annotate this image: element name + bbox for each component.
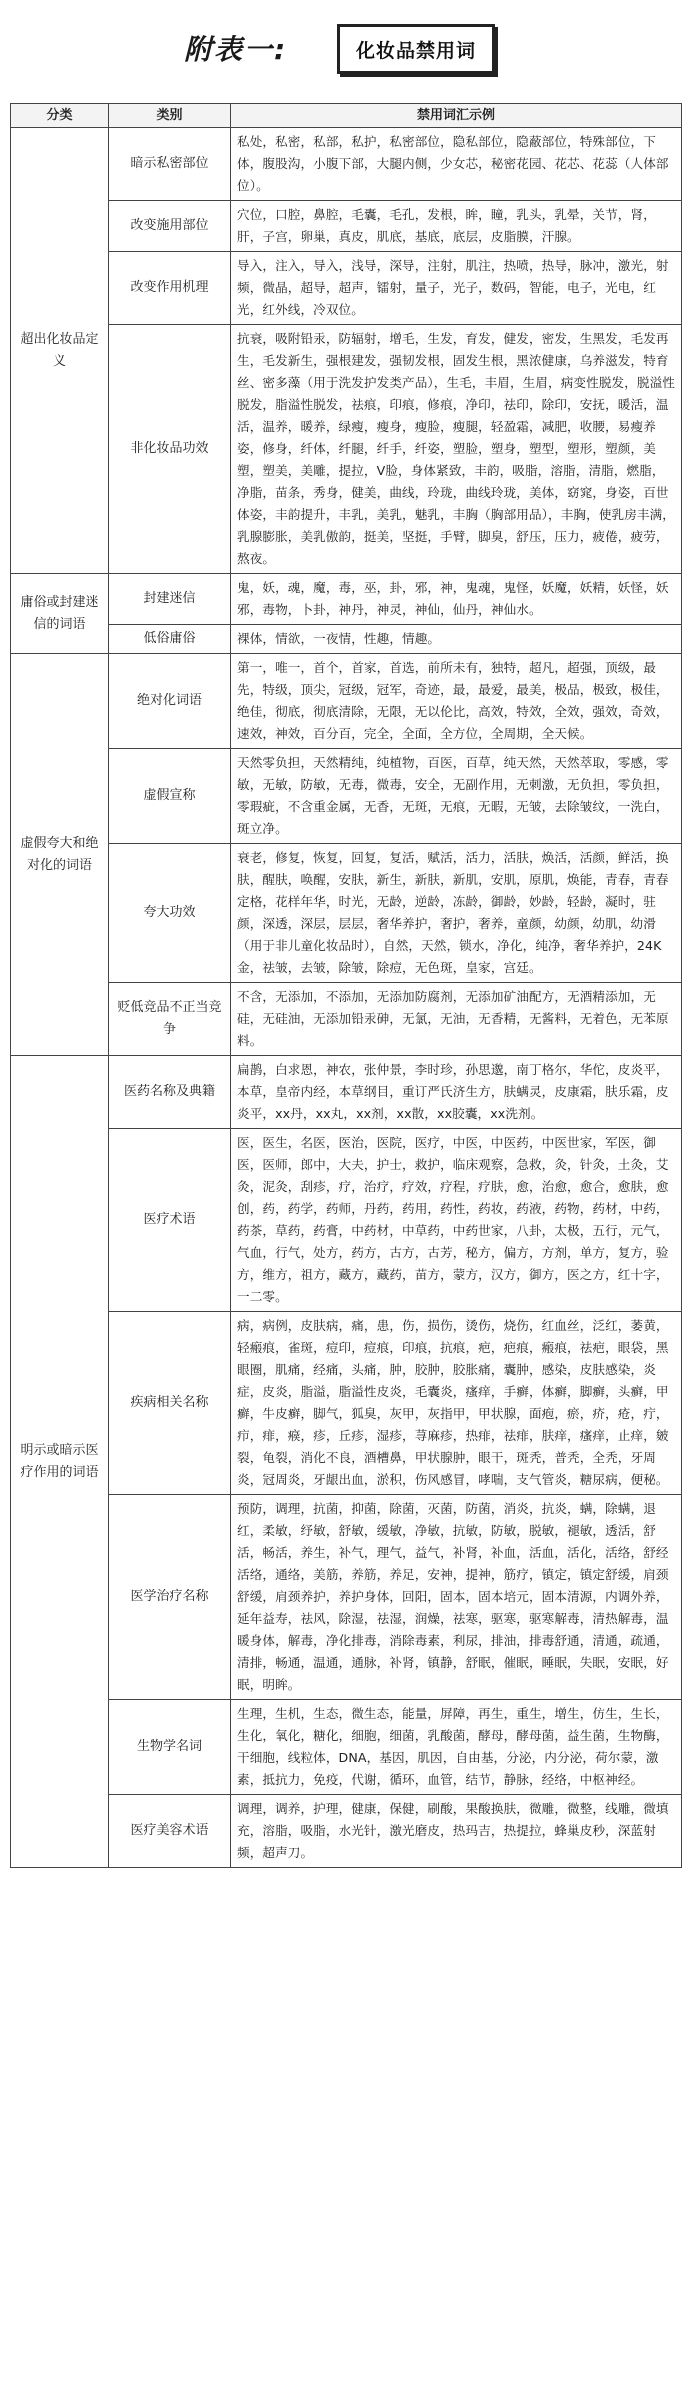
page-header [0, 0, 693, 100]
words-cell: 预防，调理，抗菌，抑菌，除菌，灭菌，防菌，消炎，抗炎，螨，除螨，退红，柔敏，纾敏，舒敏，缓敏，净敏，抗敏，防敏，脱敏，褪敏，透活，舒活，畅活，养生，补气，理气，益气，补肾，补血，活血，活化，活络，舒经活络，通络，美筋，养筋，养足，安神，提神，筋疗，镇定，镇定舒缓，肩颈舒缓，肩颈养护，养护身体，回阳，固本，固本培元，固本清源，内调外养，延年益寿，祛风，除湿，祛湿，润燥，祛寒，驱寒，驱寒解毒，清热解毒，温暖身体，解毒，净化排毒，消除毒素，利尿，排油，排毒舒通，清通，疏通，清排，畅通，温通，通脉，补肾，镇静，舒眠，催眠，睡眠，失眠，安眠，好眠，明眸。 [231, 1495, 682, 1700]
appendix-label: 附表一: [184, 33, 288, 66]
words-cell: 第一，唯一，首个，首家，首选，前所未有，独特，超凡，超强，顶级，最先，特级，顶尖，冠级，冠军，奇迹，最，最爱，最美，极品，极致，极佳，绝佳，彻底，彻底清除，无限，无以伦比，高效，特效，全效，强效，奇效，速效，神效，百分百，完全，全面，全方位，全周期，全天候。 [231, 654, 682, 749]
table-row [11, 574, 682, 625]
type-cell: 疾病相关名称 [109, 1312, 231, 1495]
column-header-category: 分类 [11, 104, 109, 128]
table-row [11, 983, 682, 1056]
type-cell: 改变施用部位 [109, 201, 231, 252]
page-title: 化妆品禁用词 [356, 39, 477, 62]
banned-words-table [10, 103, 682, 1868]
table-row [11, 325, 682, 574]
table-row [11, 1795, 682, 1868]
type-cell: 医学治疗名称 [109, 1495, 231, 1700]
table-row [11, 625, 682, 654]
words-cell: 天然零负担，天然精纯，纯植物，百医，百草，纯天然，天然萃取，零感，零敏，无敏，防敏，无毒，微毒，安全，无副作用，无刺激，无负担，零负担，零瑕疵，不含重金属，无香，无斑，无痕，无暇，无皱，去除皱纹，一洗白，斑立净。 [231, 749, 682, 844]
type-cell: 夸大功效 [109, 844, 231, 983]
type-cell: 绝对化词语 [109, 654, 231, 749]
type-cell: 改变作用机理 [109, 252, 231, 325]
column-header-examples: 禁用词汇示例 [231, 104, 682, 128]
words-cell: 调理，调养，护理，健康，保健，刷酸，果酸换肤，微雕，微整，线雕，微填充，溶脂，吸脂，水光针，激光磨皮，热玛吉，热提拉，蜂巢皮秒，深蓝射频，超声刀。 [231, 1795, 682, 1868]
type-cell: 医药名称及典籍 [109, 1056, 231, 1129]
type-cell: 低俗庸俗 [109, 625, 231, 654]
table-row [11, 749, 682, 844]
table-row [11, 1056, 682, 1129]
words-cell: 不含，无添加，不添加，无添加防腐剂，无添加矿油配方，无酒精添加，无硅，无硅油，无添加铅汞砷，无氯，无油，无香精，无酱料，无着色，无苯原料。 [231, 983, 682, 1056]
column-header-type: 类别 [109, 104, 231, 128]
words-cell: 衰老，修复，恢复，回复，复活，赋活，活力，活肤，焕活，活颜，鲜活，换肤，醒肤，唤醒，安肤，新生，新肤，新肌，安肌，原肌，焕能，青春，青春定格，花样年华，时光，无龄，逆龄，冻龄，御龄，妙龄，轻龄，凝时，驻颜，深透，深层，层层，奢华养护，奢护，奢养，童颜，幼颜，幼肌，幼滑（用于非儿童化妆品时），自然，天然，锁水，净化，纯净，奢华养护，24K金，祛皱，去皱，除皱，除痘，无色斑，皇家，宫廷。 [231, 844, 682, 983]
type-cell: 医疗术语 [109, 1129, 231, 1312]
table-row [11, 654, 682, 749]
category-cell: 明示或暗示医疗作用的词语 [11, 1056, 109, 1868]
category-cell: 庸俗或封建迷信的词语 [11, 574, 109, 654]
words-cell: 私处，私密，私部，私护，私密部位，隐私部位，隐蔽部位，特殊部位，下体，腹股沟，小腹下部，大腿内侧，少女芯，秘密花园、花芯、花蕊（人体部位）。 [231, 128, 682, 201]
table-row [11, 128, 682, 201]
words-cell: 导入，注入，导入，浅导，深导，注射，肌注，热喷，热导，脉冲，激光，射频，微晶，超导，超声，镭射，量子，光子，数码，智能，电子，光电，红光，红外线，冷双位。 [231, 252, 682, 325]
words-cell: 扁鹊，白求恩，神农，张仲景，李时珍，孙思邈，南丁格尔，华佗，皮炎平，本草，皇帝内经，本草纲目，重订严氏济生方，肤螨灵，皮康霜，肤乐霜，皮炎平，xx丹，xx丸，xx剂，xx散，xx胶囊，xx洗剂。 [231, 1056, 682, 1129]
type-cell: 非化妆品功效 [109, 325, 231, 574]
table-row [11, 201, 682, 252]
table-row [11, 1700, 682, 1795]
words-cell: 病，病例，皮肤病，痛，患，伤，损伤，烫伤，烧伤，红血丝，泛红，萎黄，轻瘢痕，雀斑，痘印，痘痕，印痕，抗痕，疤，疤痕，瘢痕，祛疤，眼袋，黑眼圈，肌痛，经痛，头痛，肿，胶肿，胶胀痛，囊肿，感染，皮肤感染，炎症，皮炎，脂溢，脂溢性皮炎，毛囊炎，瘙痒，手癣，体癣，脚癣，头癣，甲癣，牛皮癣，脚气，狐臭，灰甲，灰指甲，甲状腺，面疱，瘀，疥，疮，疔，疖，痱，瘊，疹，丘疹，湿疹，荨麻疹，热痱，祛痱，肤痒，瘙痒，止痒，皴裂，龟裂，消化不良，酒槽鼻，甲状腺肿，眼干，斑秃，普秃，全秃，牙周炎，冠周炎，牙龈出血，淤积，伤风感冒，哮喘，支气管炎，糖尿病，便秘。 [231, 1312, 682, 1495]
table-header-row [11, 104, 682, 128]
table-row [11, 1129, 682, 1312]
words-cell: 抗衰，吸附铅汞，防辐射，增毛，生发，育发，健发，密发，生黑发，毛发再生，毛发新生，强根建发，强韧发根，固发生根，黑浓健康，乌养滋发，特育丝、密多藻（用于洗发护发类产品），生毛，丰眉，生眉，病变性脱发，脱溢性脱发，脂溢性脱发，祛痕，印痕，修痕，净印，祛印，除印，安抚，暖活，温活，温养，暖养，绿瘦，瘦身，瘦脸，瘦腿，轻盈霜，减肥，收腰，易瘦养姿，修身，纤体，纤腿，纤手，纤姿，塑脸，塑身，塑型，塑形，塑颜，美塑，塑美，美雕，提拉，V脸，身体紧致，丰韵，吸脂，溶脂，清脂，燃脂，净脂，苗条，秀身，健美，曲线，玲珑，曲线玲珑，美体，窈窕，身姿，百世体姿，丰韵提升，丰乳，美乳，魅乳，丰胸（胸部用品），丰胸，使乳房丰满，乳腺膨胀，美乳傲韵，挺美，坚挺，手臂，脚臭，舒压，压力，疲倦，疲劳，熬夜。 [231, 325, 682, 574]
words-cell: 生理，生机，生态，微生态，能量，屏障，再生，重生，增生，仿生，生长，生化，氧化，糖化，细胞，细菌，乳酸菌，酵母，酵母菌，益生菌，生物酶，干细胞，线粒体，DNA，基因，肌因，自由基，分泌，内分泌，荷尔蒙，激素，抵抗力，免疫，代谢，循环，血管，结节，静脉，经络，中枢神经。 [231, 1700, 682, 1795]
table-row [11, 252, 682, 325]
type-cell: 贬低竞品不正当竞争 [109, 983, 231, 1056]
words-cell: 鬼，妖，魂，魔，毒，巫，卦，邪，神，鬼魂，鬼怪，妖魔，妖精，妖怪，妖邪，毒物，卜卦，神丹，神灵，神仙，仙丹，神仙水。 [231, 574, 682, 625]
title-badge [337, 24, 495, 74]
type-cell: 虚假宣称 [109, 749, 231, 844]
table-row [11, 1312, 682, 1495]
table-row [11, 844, 682, 983]
words-cell: 医，医生，名医，医治，医院，医疗，中医，中医药，中医世家，军医，御医，医师，郎中，大夫，护士，救护，临床观察，急救，灸，针灸，土灸，艾灸，泥灸，刮疹，疗，治疗，疗效，疗程，疗肤，愈，治愈，愈合，愈肤，愈创，药，药学，药师，丹药，药用，药性，药妆，药液，药物，药材，中药，药茶，草药，药膏，中药材，中草药，中药世家，八卦，太极，五行，元气，气血，行气，处方，药方，古方，古芳，秘方，偏方，方剂，单方，复方，验方，维方，祖方，藏方，藏药，苗方，蒙方，汉方，御方，医之方，红十字，一二零。 [231, 1129, 682, 1312]
type-cell: 生物学名词 [109, 1700, 231, 1795]
words-cell: 穴位，口腔，鼻腔，毛囊，毛孔，发根，眸，瞳，乳头，乳晕，关节，肾，肝，子宫，卵巢，真皮，肌底，基底，底层，皮脂膜，汗腺。 [231, 201, 682, 252]
type-cell: 封建迷信 [109, 574, 231, 625]
words-cell: 裸体，情欲，一夜情，性趣，情趣。 [231, 625, 682, 654]
table-row [11, 1495, 682, 1700]
type-cell: 医疗美容术语 [109, 1795, 231, 1868]
category-cell: 超出化妆品定义 [11, 128, 109, 574]
type-cell: 暗示私密部位 [109, 128, 231, 201]
category-cell: 虚假夸大和绝对化的词语 [11, 654, 109, 1056]
